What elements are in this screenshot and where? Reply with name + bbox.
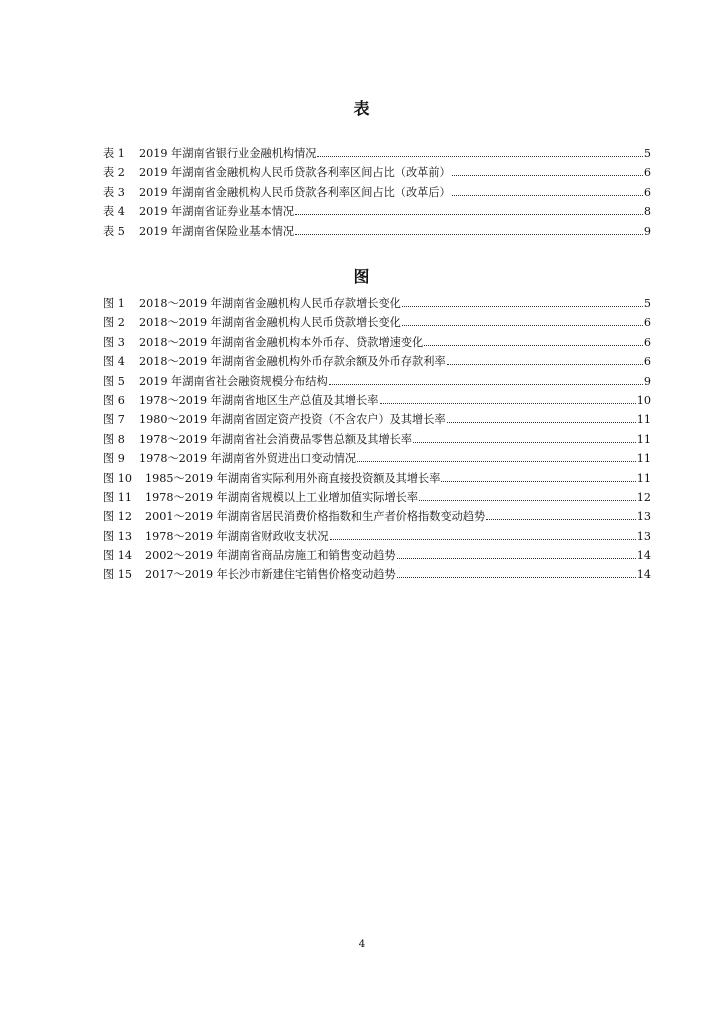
entry-label: 图 5 [103, 374, 125, 388]
entry-page-number: 6 [643, 355, 651, 369]
entry-title: 2018～2019 年湖南省金融机构人民币存款增长变化 [139, 297, 401, 310]
entry-label: 表 3 [103, 185, 125, 199]
entry-label: 图 8 [103, 432, 125, 446]
entry-title: 1980～2019 年湖南省固定资产投资（不含农户）及其增长率 [139, 413, 446, 427]
toc-table-entry[interactable] [103, 144, 651, 163]
dot-leader [317, 156, 642, 157]
entry-title: 2018～2019 年湖南省金融机构人民币贷款增长变化 [139, 316, 401, 330]
entry-page-number: 9 [643, 224, 651, 238]
entry-label: 表 4 [103, 205, 125, 219]
dot-leader [424, 345, 643, 346]
toc-figure-entry[interactable] [103, 352, 651, 371]
toc-figure-entry[interactable] [103, 294, 651, 313]
entry-title: 1978～2019 年湖南省规模以上工业增加值实际增长率 [145, 490, 419, 504]
entry-label: 图 7 [103, 413, 125, 427]
entry-label: 表 5 [103, 224, 125, 238]
entry-page-number: 6 [643, 335, 651, 349]
entry-page-number: 6 [643, 185, 651, 199]
dot-leader [330, 539, 636, 540]
toc-figure-entry[interactable] [103, 430, 651, 449]
dot-leader [380, 403, 636, 404]
entry-title: 2018～2019 年湖南省金融机构外币存款余额及外币存款利率 [139, 355, 446, 369]
toc-figure-entry[interactable] [103, 313, 651, 332]
entry-page-number: 10 [636, 393, 651, 407]
entry-page-number: 5 [643, 147, 651, 160]
figures-heading: 图 [353, 267, 371, 286]
entry-title: 2002～2019 年湖南省商品房施工和销售变动趋势 [145, 549, 396, 563]
entry-page-number: 13 [636, 510, 651, 524]
entry-label: 图 9 [103, 452, 125, 466]
toc-figure-entry[interactable] [103, 469, 651, 488]
entry-title: 1978～2019 年湖南省外贸进出口变动情况 [139, 452, 357, 466]
entry-label: 图 1 [103, 297, 125, 310]
entry-label: 图 15 [103, 568, 132, 582]
entry-label: 图 12 [103, 510, 132, 524]
entry-title: 2019 年湖南省金融机构人民币贷款各利率区间占比（改革后） [139, 185, 451, 199]
dot-leader [486, 519, 636, 520]
toc-table-entry[interactable] [103, 163, 651, 182]
entry-label: 图 6 [103, 393, 125, 407]
entry-title: 1978～2019 年湖南省地区生产总值及其增长率 [139, 393, 379, 407]
entry-title: 2019 年湖南省保险业基本情况 [139, 224, 295, 238]
entry-page-number: 6 [643, 316, 651, 330]
figures-list [103, 294, 651, 585]
toc-table-entry[interactable] [103, 183, 651, 202]
entry-label: 图 13 [103, 529, 132, 543]
entry-page-number: 9 [643, 374, 651, 388]
entry-label: 图 10 [103, 471, 132, 485]
tables-heading: 表 [353, 99, 371, 118]
entry-title: 1978～2019 年湖南省社会消费品零售总额及其增长率 [139, 432, 413, 446]
entry-label: 图 3 [103, 335, 125, 349]
entry-label: 图 2 [103, 316, 125, 330]
toc-figure-entry[interactable] [103, 565, 651, 584]
dot-leader [402, 306, 643, 307]
entry-page-number: 14 [636, 568, 651, 582]
entry-page-number: 14 [636, 549, 651, 563]
dot-leader [452, 175, 643, 176]
entry-title: 1985～2019 年湖南省实际利用外商直接投资额及其增长率 [145, 471, 441, 485]
toc-figure-entry[interactable] [103, 546, 651, 565]
entry-page-number: 5 [643, 297, 651, 310]
entry-page-number: 12 [636, 490, 651, 504]
page-number: 4 [358, 938, 366, 950]
dot-leader [397, 577, 636, 578]
toc-table-entry[interactable] [103, 222, 651, 241]
entry-title: 2017～2019 年长沙市新建住宅销售价格变动趋势 [145, 568, 396, 582]
entry-title: 2001～2019 年湖南省居民消费价格指数和生产者价格指数变动趋势 [145, 510, 486, 524]
toc-figure-entry[interactable] [103, 507, 651, 526]
entry-title: 2019 年湖南省社会融资规模分布结构 [139, 374, 328, 388]
entry-page-number: 8 [643, 205, 651, 219]
entry-title: 2019 年湖南省银行业金融机构情况 [139, 147, 317, 160]
dot-leader [447, 364, 643, 365]
dot-leader [402, 325, 643, 326]
dot-leader [447, 422, 636, 423]
toc-table-entry[interactable] [103, 202, 651, 221]
dot-leader [329, 384, 643, 385]
entry-title: 2019 年湖南省证券业基本情况 [139, 205, 295, 219]
entry-page-number: 11 [636, 471, 651, 485]
entry-page-number: 11 [636, 432, 651, 446]
toc-figure-entry[interactable] [103, 372, 651, 391]
entry-label: 表 2 [103, 166, 125, 180]
dot-leader [357, 461, 636, 462]
entry-label: 图 4 [103, 355, 125, 369]
dot-leader [295, 214, 643, 215]
dot-leader [441, 481, 635, 482]
tables-list [103, 144, 651, 241]
entry-page-number: 13 [636, 529, 651, 543]
toc-figure-entry[interactable] [103, 449, 651, 468]
entry-page-number: 6 [643, 166, 651, 180]
dot-leader [452, 195, 643, 196]
dot-leader [413, 442, 636, 443]
entry-title: 2018～2019 年湖南省金融机构本外币存、贷款增速变化 [139, 335, 424, 349]
entry-label: 图 11 [103, 490, 132, 504]
toc-figure-entry[interactable] [103, 391, 651, 410]
dot-leader [419, 500, 636, 501]
entry-label: 表 1 [103, 147, 125, 160]
entry-title: 1978～2019 年湖南省财政收支状况 [145, 529, 329, 543]
entry-page-number: 11 [636, 413, 651, 427]
toc-figure-entry[interactable] [103, 527, 651, 546]
entry-label: 图 14 [103, 549, 132, 563]
entry-title: 2019 年湖南省金融机构人民币贷款各利率区间占比（改革前） [139, 166, 451, 180]
toc-figure-entry[interactable] [103, 488, 651, 507]
toc-figure-entry[interactable] [103, 333, 651, 352]
entry-page-number: 11 [636, 452, 651, 466]
dot-leader [397, 558, 636, 559]
dot-leader [295, 234, 643, 235]
toc-figure-entry[interactable] [103, 410, 651, 429]
